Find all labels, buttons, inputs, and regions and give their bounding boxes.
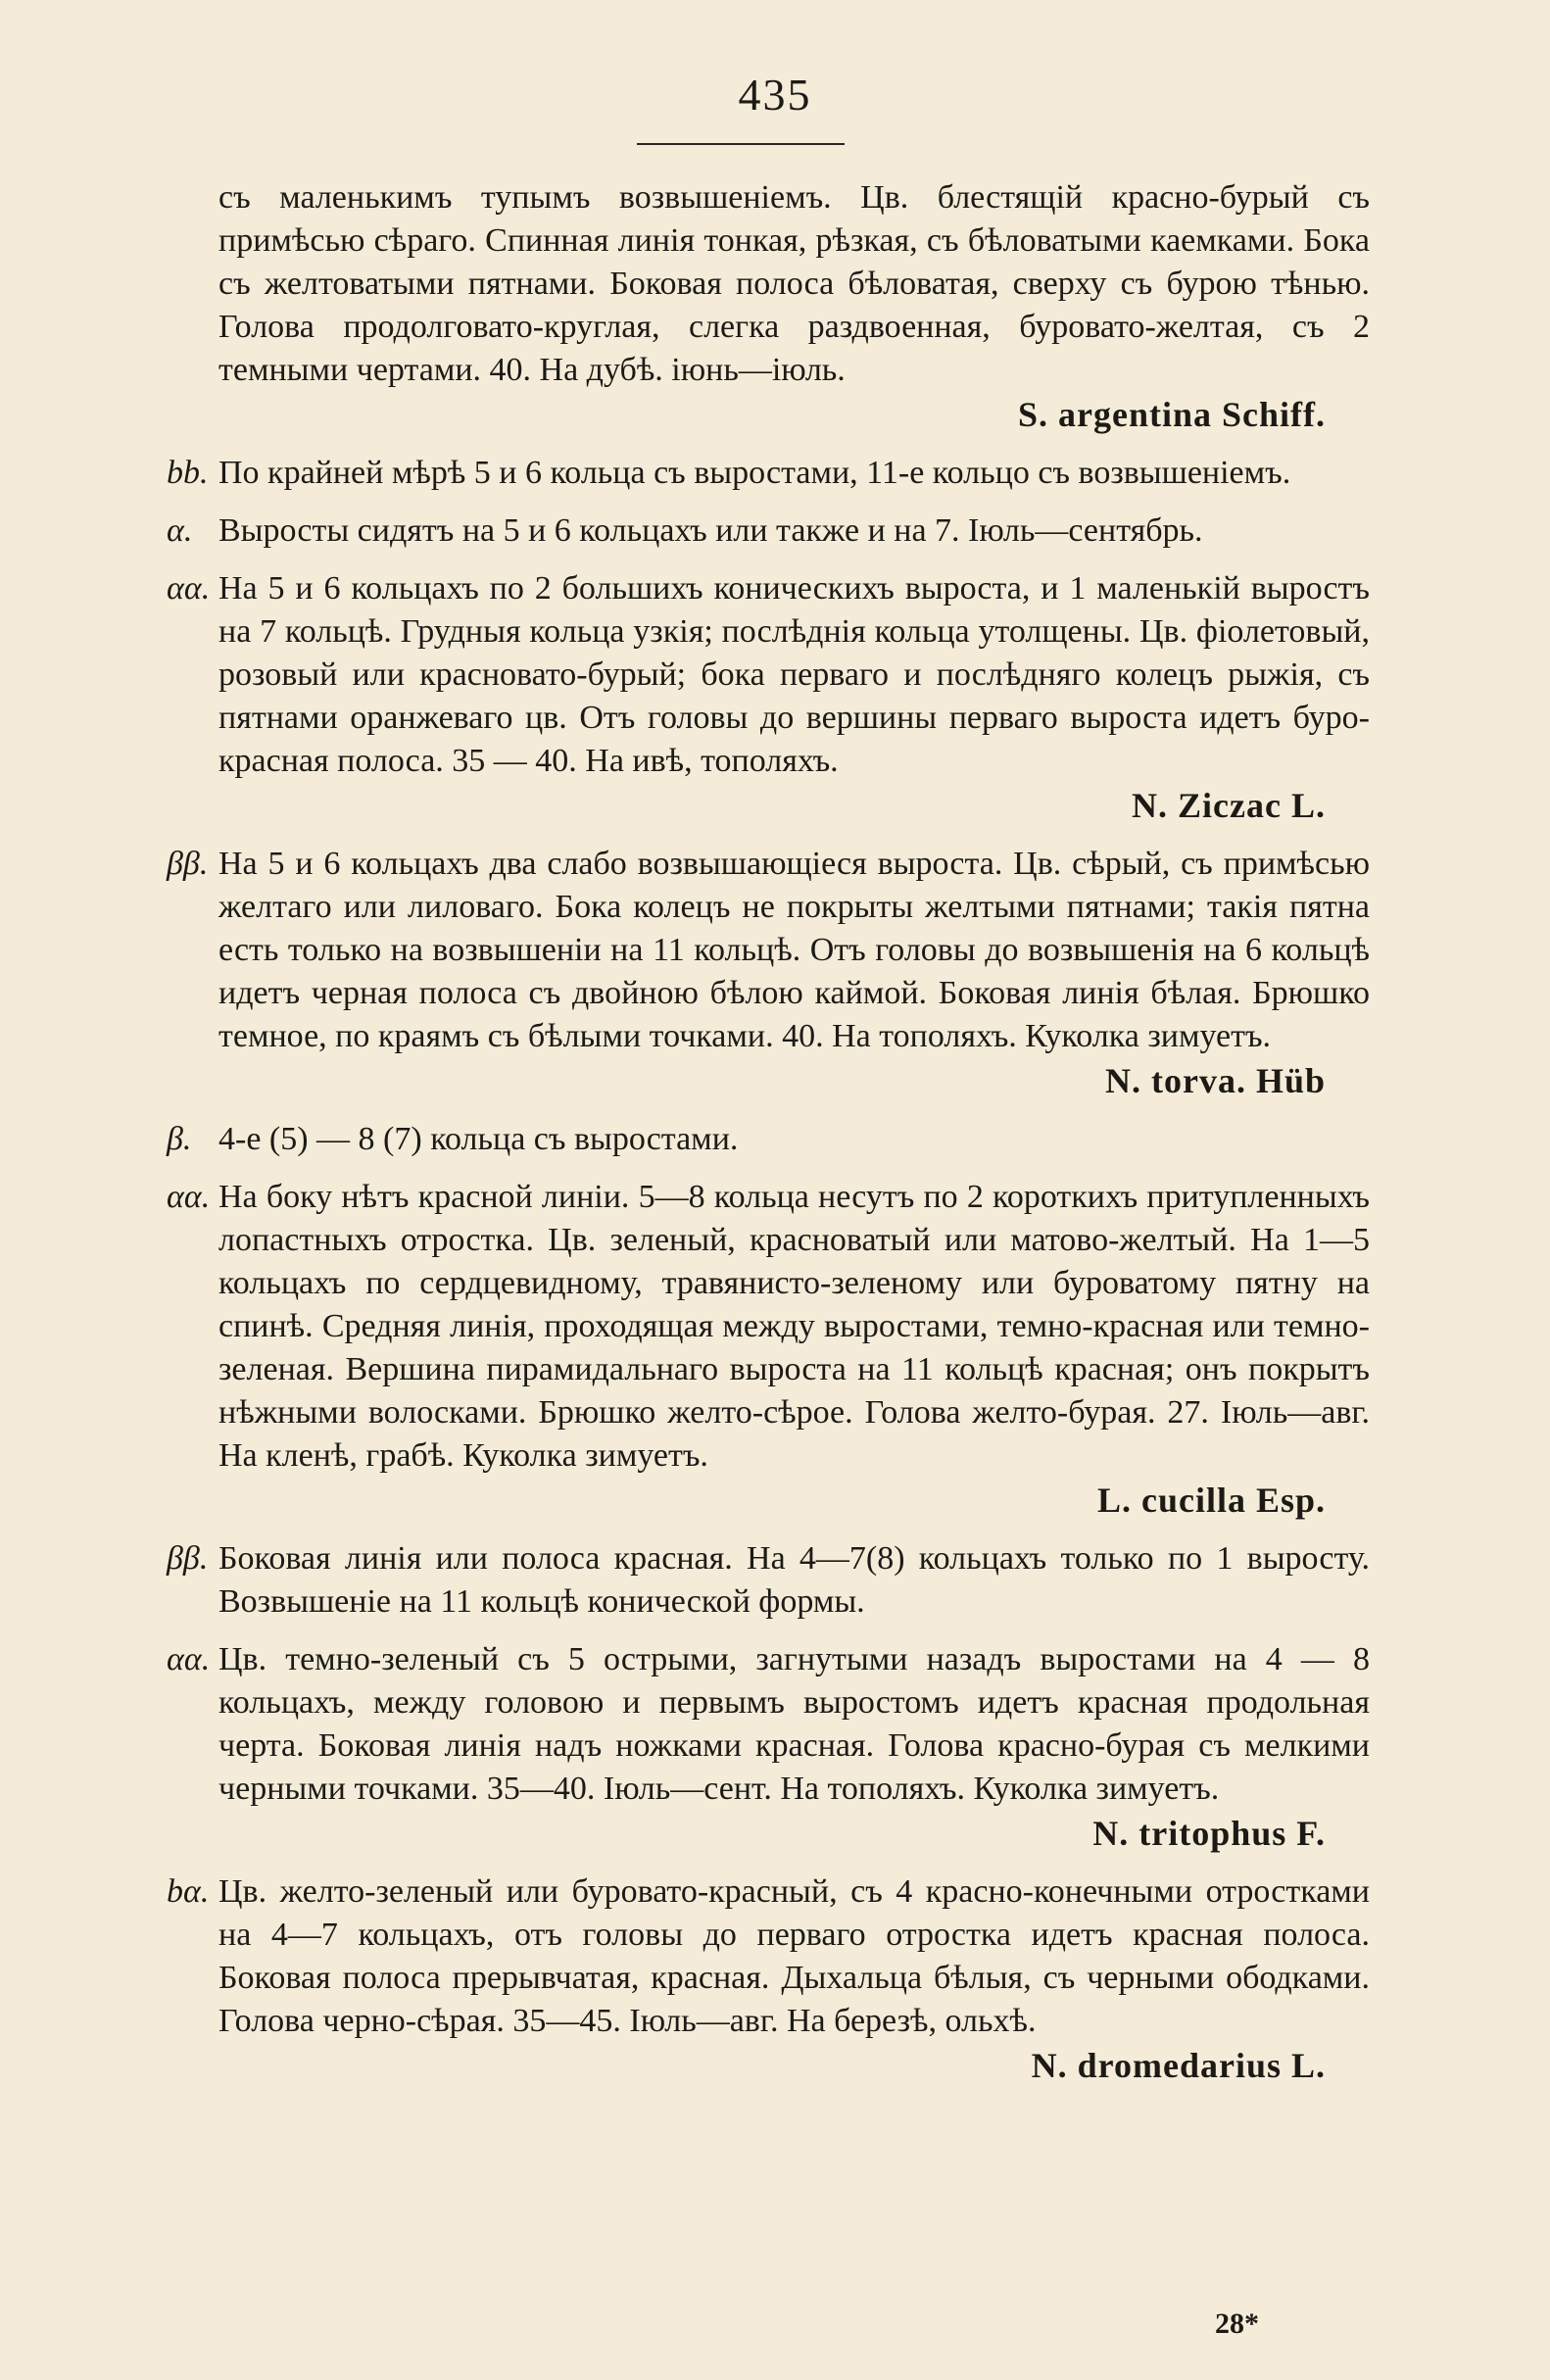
species-name: N. torva. Hüb xyxy=(1104,1061,1326,1100)
key-entry xyxy=(0,510,1550,553)
key-entry xyxy=(0,567,1550,828)
species-name: N. dromedarius L. xyxy=(1031,2046,1326,2085)
entry-text: На 5 и 6 кольцахъ два слабо возвышающіеся выроста. Цв. сѣрый, съ примѣсью желтаго или лиловаго. Бока колецъ не покрыты желтыми пятнами; такія пятна есть только на возвышеніи на 11 кольцѣ. Отъ головы до возвышенія на 6 кольцѣ идетъ черная полоса съ двойною бѣлою каймой. Боковая линія бѣлая. Брюшко темное, по краямъ съ бѣлыми точками. 40. На тополяхъ. Куколка зимуетъ. xyxy=(218,846,1370,1054)
species-name: L. cucilla Esp. xyxy=(1096,1481,1326,1520)
entry-marker: α. xyxy=(167,512,193,549)
entry-text: Боковая линія или полоса красная. На 4—7(8) кольцахъ только по 1 выросту. Возвышеніе на 11 кольцѣ конической формы. xyxy=(218,1540,1370,1620)
key-entry xyxy=(0,176,1550,437)
entry-text: съ маленькимъ тупымъ возвышеніемъ. Цв. блестящій красно-бурый съ примѣсью сѣраго. Спинная линія тонкая, рѣзкая, съ бѣловатыми каемками. Бока съ желтоватыми пятнами. Боковая полоса бѣловатая, сверху съ бурою тѣнью. Голова продолговато-круглая, слегка раздвоенная, буровато-желтая, съ 2 темными чертами. 40. На дубѣ. іюнь—іюль. xyxy=(218,179,1370,388)
entry-marker: αα. xyxy=(167,1179,211,1215)
entry-marker: β. xyxy=(167,1121,192,1157)
key-entry xyxy=(0,1118,1550,1161)
header-rule xyxy=(637,143,845,145)
entry-text: Цв. темно-зеленый съ 5 острыми, загнутыми назадъ выростами на 4 — 8 кольцахъ, между головою и первымъ выростомъ идетъ красная продольная черта. Боковая линія надъ ножками красная. Голова красно-бурая съ мелкими черными точками. 35—40. Іюль—сент. На тополяхъ. Куколка зимуетъ. xyxy=(218,1641,1370,1807)
entry-marker: αα. xyxy=(167,1641,211,1677)
entry-marker: ββ. xyxy=(167,1540,209,1577)
species-name: S. argentina Schiff. xyxy=(1017,395,1326,434)
species-name: N. Ziczac L. xyxy=(1132,786,1326,825)
entry-text: Цв. желто-зеленый или буровато-красный, съ 4 красно-конечными отростками на 4—7 кольцахъ, отъ головы до перваго отростка идетъ красная полоса. Боковая полоса прерывчатая, красная. Дыхальца бѣлыя, съ черными ободками. Голова черно-сѣрая. 35—45. Іюль—авг. На березѣ, ольхѣ. xyxy=(218,1873,1370,2039)
entry-text: На боку нѣтъ красной линіи. 5—8 кольца несутъ по 2 короткихъ притупленныхъ лопастныхъ отростка. Цв. зеленый, красноватый или матово-желтый. На 1—5 кольцахъ по сердцевидному, травянисто-зеленому или буроватому пятну на спинѣ. Средняя линія, проходящая между выростами, темно-красная или темно-зеленая. Вершина пирамидальнаго выроста на 11 кольцѣ красная; онъ покрытъ нѣжными волосками. Брюшко желто-сѣрое. Голова желто-бурая. 27. Іюль—авг. На кленѣ, грабѣ. Куколка зимуетъ. xyxy=(218,1179,1370,1474)
key-entry xyxy=(0,1176,1550,1523)
species-name: N. tritophus F. xyxy=(1092,1814,1326,1853)
entry-text: Выросты сидятъ на 5 и 6 кольцахъ или также и на 7. Іюль—сентябрь. xyxy=(218,512,1203,549)
entry-text: На 5 и 6 кольцахъ по 2 большихъ коническихъ выроста, и 1 маленькій выростъ на 7 кольцѣ. Грудныя кольца узкія; послѣднія кольца утолщены. Цв. фіолетовый, розовый или красновато-бурый; бока перваго и послѣдняго колецъ рыжія, съ пятнами оранжеваго цв. Отъ головы до вершины перваго выроста идетъ буро-красная полоса. 35 — 40. На ивѣ, тополяхъ. xyxy=(218,570,1370,779)
signature-mark: 28* xyxy=(1215,2307,1259,2340)
key-entry xyxy=(0,843,1550,1103)
entry-marker: αα. xyxy=(167,570,211,607)
entry-text: По крайней мѣрѣ 5 и 6 кольца съ выростами, 11-е кольцо съ возвышеніемъ. xyxy=(218,455,1291,491)
key-entry xyxy=(0,1537,1550,1624)
page-number: 435 xyxy=(738,70,812,120)
key-entry xyxy=(0,452,1550,495)
entry-marker: bα. xyxy=(167,1873,210,1910)
key-entries xyxy=(0,176,1550,2103)
entry-marker: ββ. xyxy=(167,846,209,882)
key-entry xyxy=(0,1870,1550,2088)
entry-text: 4-е (5) — 8 (7) кольца съ выростами. xyxy=(218,1121,739,1157)
key-entry xyxy=(0,1638,1550,1856)
entry-marker: bb. xyxy=(167,455,209,491)
